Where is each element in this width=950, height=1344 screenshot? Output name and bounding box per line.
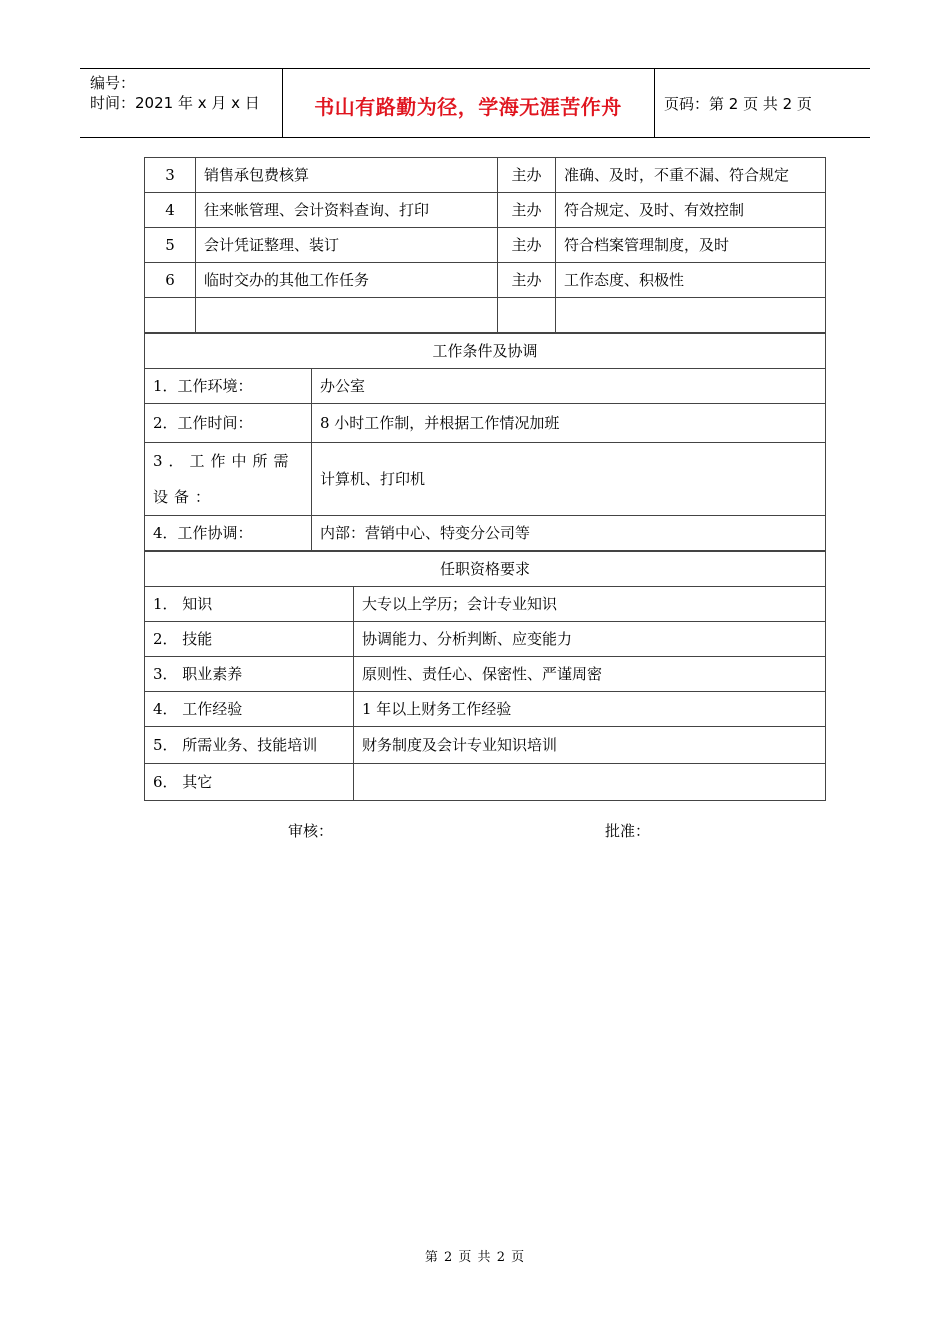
duty-standard: 符合档案管理制度，及时	[556, 228, 826, 263]
page-footer: 第 2 页 共 2 页	[424, 1250, 526, 1265]
qualification-value: 1 年以上财务工作经验	[354, 692, 826, 727]
qualification-label: 1． 知识	[145, 587, 354, 622]
duty-row	[145, 193, 826, 228]
duty-row-empty	[145, 298, 826, 333]
condition-label: 1．工作环境：	[145, 369, 312, 404]
condition-row	[145, 404, 826, 443]
duty-number	[145, 298, 196, 333]
qualifications-title-row	[145, 552, 826, 587]
qualification-label: 4． 工作经验	[145, 692, 354, 727]
condition-value: 8 小时工作制，并根据工作情况加班	[312, 404, 826, 443]
condition-row	[145, 443, 826, 516]
duty-standard: 准确、及时，不重不漏、符合规定	[556, 158, 826, 193]
duty-task: 会计凭证整理、装订	[196, 228, 498, 263]
duty-number: 6	[145, 263, 196, 298]
qualification-value: 协调能力、分析判断、应变能力	[354, 622, 826, 657]
duties-table	[144, 157, 826, 333]
conditions-table	[144, 333, 826, 551]
condition-label: 2．工作时间：	[145, 404, 312, 443]
qualification-row	[145, 764, 826, 801]
qualifications-table	[144, 551, 826, 801]
duty-task: 临时交办的其他工作任务	[196, 263, 498, 298]
section-title: 任职资格要求	[145, 552, 826, 587]
duty-row	[145, 263, 826, 298]
qualification-label: 6． 其它	[145, 764, 354, 801]
header-divider	[654, 69, 655, 137]
duty-task	[196, 298, 498, 333]
duty-standard	[556, 298, 826, 333]
qualification-row	[145, 587, 826, 622]
document-number: 编号：	[90, 74, 136, 92]
duty-row	[145, 228, 826, 263]
conditions-title-row	[145, 334, 826, 369]
duty-role: 主办	[498, 158, 556, 193]
document-time: 时间：2021 年 x 月 x 日	[90, 94, 260, 112]
section-title: 工作条件及协调	[145, 334, 826, 369]
duty-role: 主办	[498, 263, 556, 298]
qualification-row	[145, 692, 826, 727]
approve-signature-label: 批准：	[605, 822, 651, 840]
duty-task: 往来帐管理、会计资料查询、打印	[196, 193, 498, 228]
review-signature-label: 审核：	[288, 822, 334, 840]
page-header	[80, 68, 870, 138]
condition-label: 4．工作协调：	[145, 516, 312, 551]
qualification-label: 5． 所需业务、技能培训	[145, 727, 354, 764]
duty-role: 主办	[498, 228, 556, 263]
duty-standard: 工作态度、积极性	[556, 263, 826, 298]
duty-number: 3	[145, 158, 196, 193]
duty-row	[145, 158, 826, 193]
duty-number: 4	[145, 193, 196, 228]
qualification-value	[354, 764, 826, 801]
qualification-value: 财务制度及会计专业知识培训	[354, 727, 826, 764]
qualification-row	[145, 657, 826, 692]
condition-row	[145, 369, 826, 404]
condition-label: 3．工作中所需设备：	[145, 443, 312, 516]
qualification-label: 3． 职业素养	[145, 657, 354, 692]
header-meta	[90, 73, 280, 113]
condition-value: 办公室	[312, 369, 826, 404]
duty-task: 销售承包费核算	[196, 158, 498, 193]
qualification-row	[145, 727, 826, 764]
qualification-label: 2． 技能	[145, 622, 354, 657]
header-motto: 书山有路勤为径，学海无涯苦作舟	[314, 95, 622, 119]
duty-number: 5	[145, 228, 196, 263]
duty-role	[498, 298, 556, 333]
condition-value: 计算机、打印机	[312, 443, 826, 516]
qualification-value: 大专以上学历；会计专业知识	[354, 587, 826, 622]
condition-row	[145, 516, 826, 551]
condition-value: 内部：营销中心、特变分公司等	[312, 516, 826, 551]
duty-role: 主办	[498, 193, 556, 228]
header-page-info: 页码：第 2 页 共 2 页	[664, 95, 812, 113]
duty-standard: 符合规定、及时、有效控制	[556, 193, 826, 228]
qualification-row	[145, 622, 826, 657]
qualification-value: 原则性、责任心、保密性、严谨周密	[354, 657, 826, 692]
